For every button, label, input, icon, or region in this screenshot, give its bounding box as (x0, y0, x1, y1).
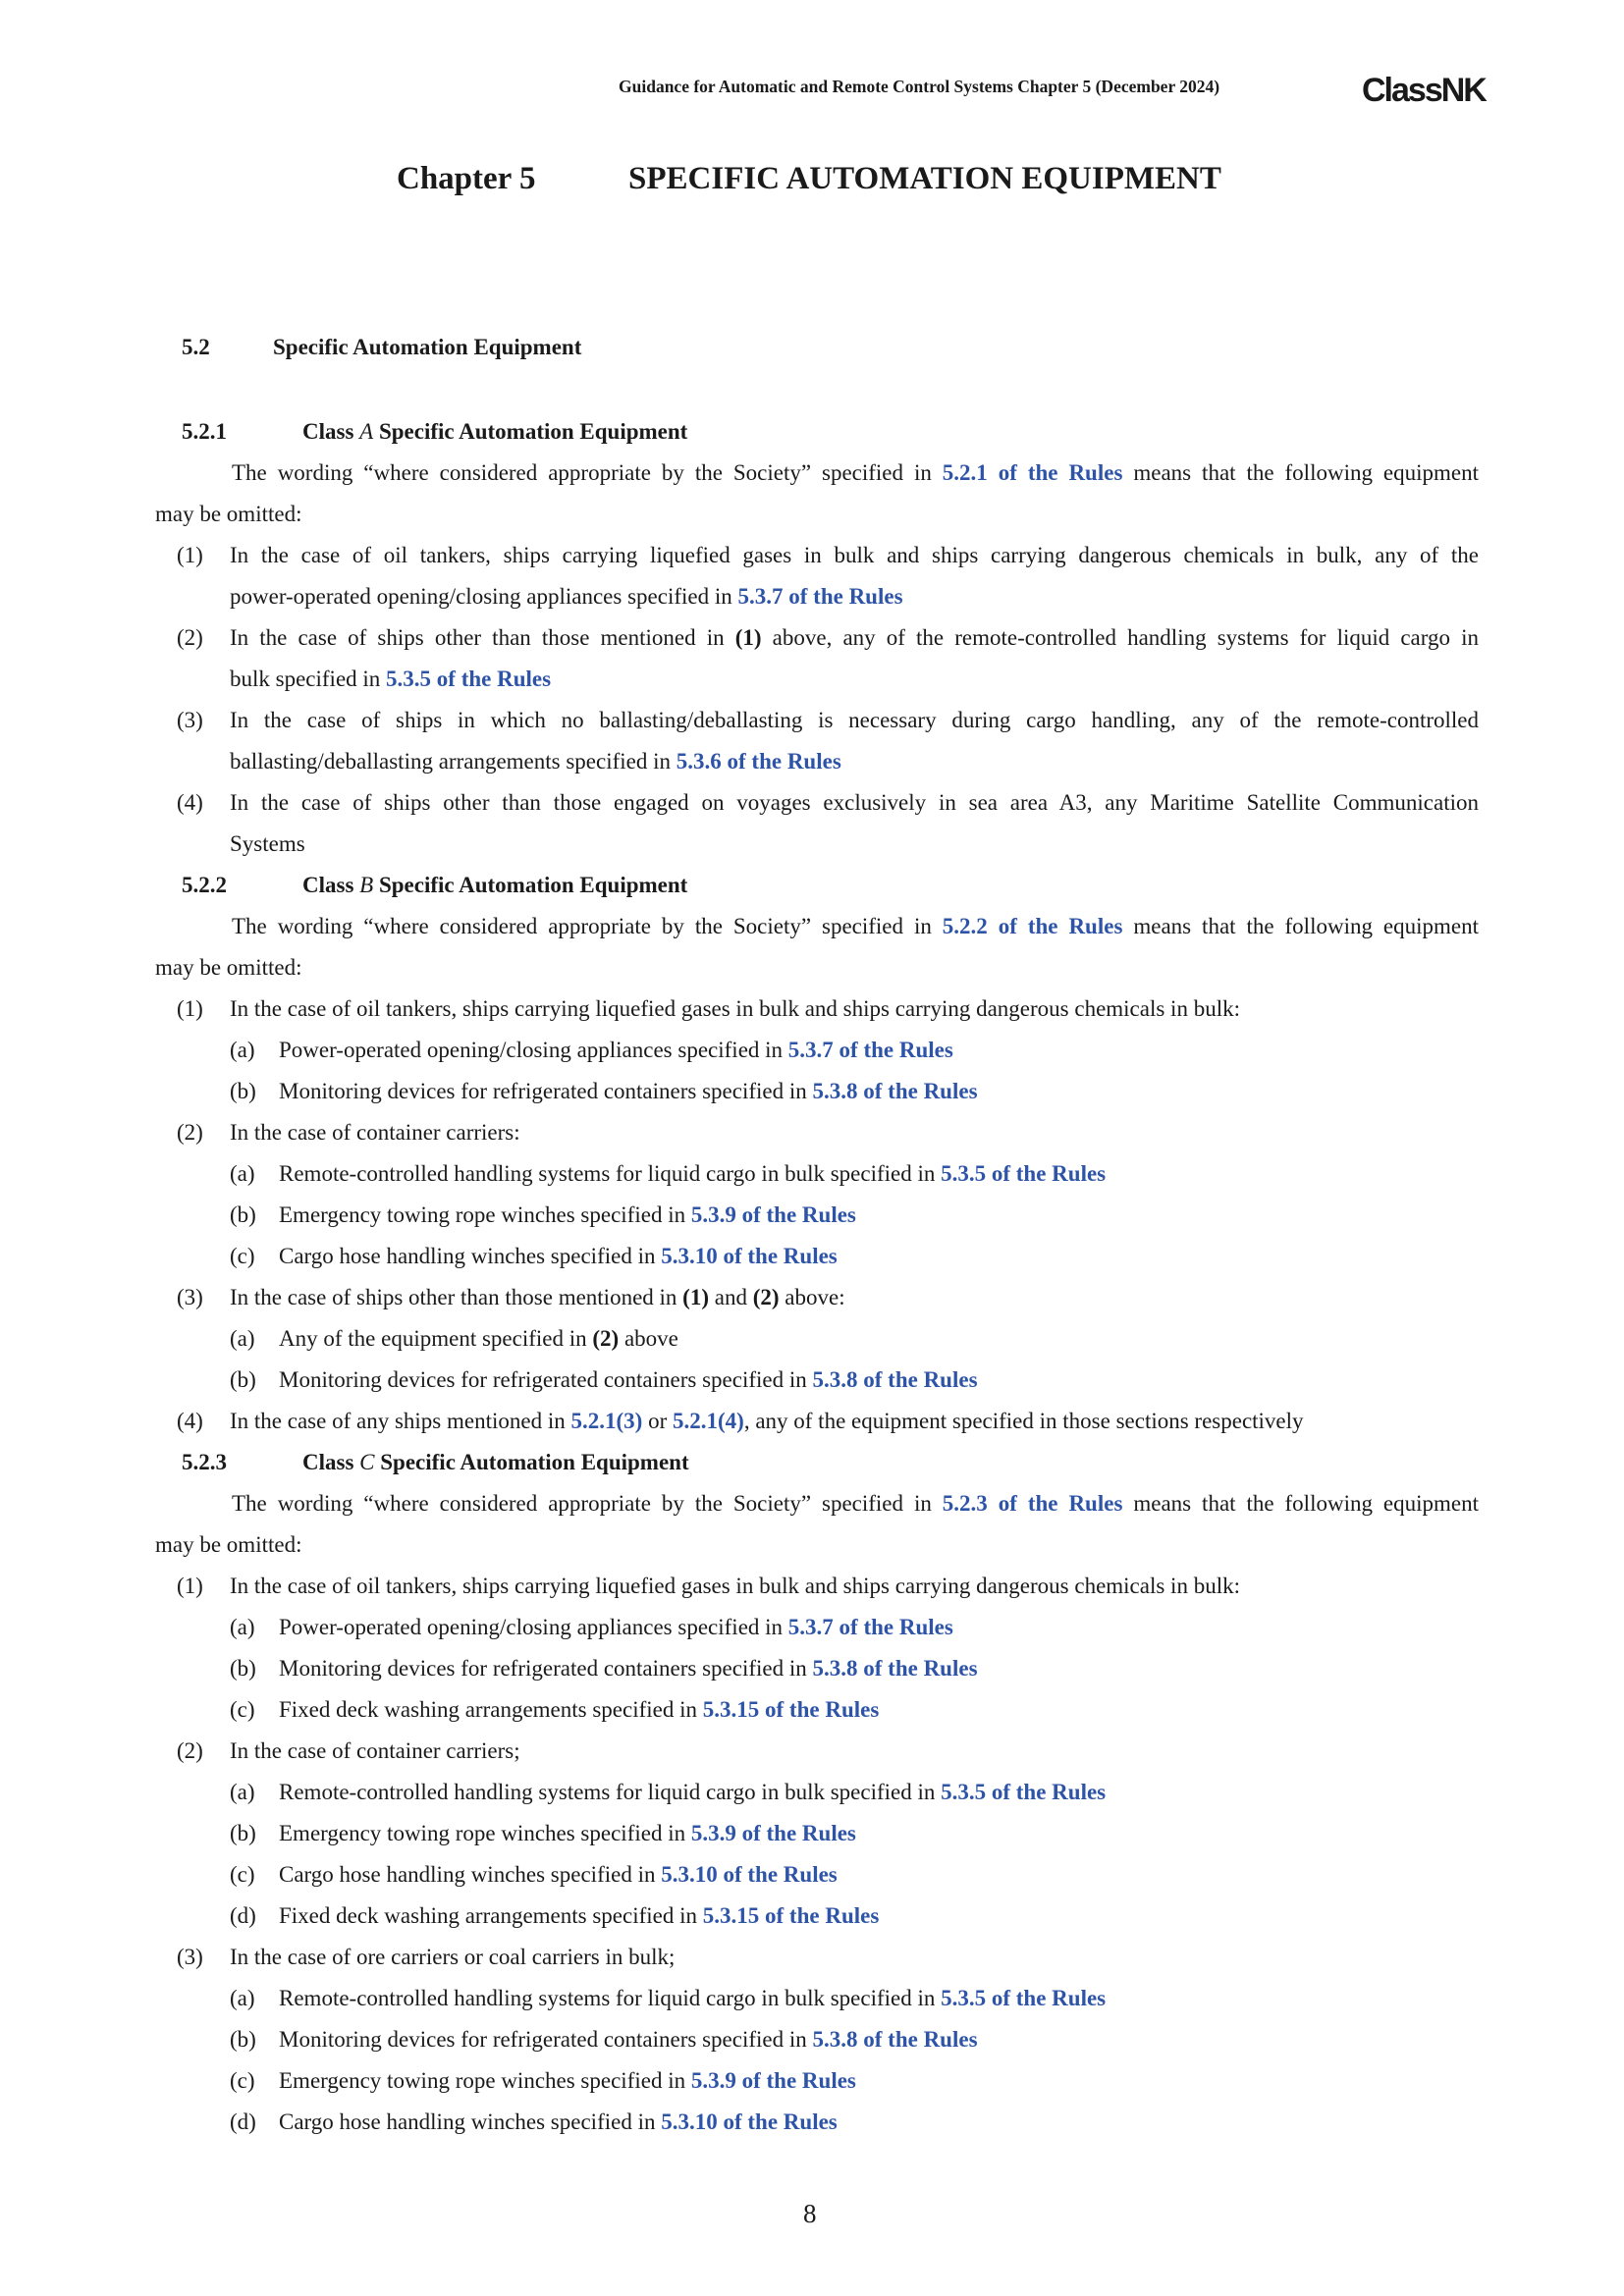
rule-reference-link[interactable]: 5.3.8 of the Rules (812, 1367, 978, 1392)
text-run: In the case of container carriers; (230, 1738, 520, 1763)
subsection-number: 5.2.2 (182, 873, 227, 897)
sub-item-marker: (b) (230, 1367, 256, 1392)
section-title: Specific Automation Equipment (273, 335, 582, 359)
line-text (155, 952, 301, 984)
item-marker: (4) (177, 1409, 203, 1433)
sub-item-marker: (d) (230, 1903, 256, 1928)
text-run: The wording “where considered appropriate by the Society” specified in (232, 914, 943, 938)
text-run: Monitoring devices for refrigerated containers specified in (279, 1367, 813, 1392)
line-text (230, 1571, 1240, 1602)
running-header: Guidance for Automatic and Remote Control Systems Chapter 5 (December 2024) (619, 77, 1220, 96)
item-marker: (4) (177, 790, 203, 815)
subsection-title (302, 1447, 689, 1478)
sub-item-marker: (a) (230, 1161, 255, 1186)
sub-item-marker: (c) (230, 1862, 255, 1887)
text-run: The wording “where considered appropriate by the Society” specified in (232, 1491, 943, 1516)
text-run: In the case of any ships mentioned in (230, 1409, 571, 1433)
line-text (279, 1694, 879, 1726)
line-text (230, 622, 1479, 654)
text-run: , any of the equipment specified in those sections respectively (743, 1409, 1304, 1433)
text-run: Cargo hose handling winches specified in (279, 2109, 662, 2134)
rule-reference-link[interactable]: 5.3.5 of the Rules (941, 1780, 1107, 1804)
sub-item-marker: (c) (230, 1244, 255, 1268)
sub-item-marker: (c) (230, 1697, 255, 1722)
rule-reference-link[interactable]: 5.3.8 of the Rules (812, 2027, 978, 2052)
section-number: 5.2 (182, 335, 210, 359)
item-marker: (1) (177, 996, 203, 1021)
text-run: In the case of ships in which no ballasting/deballasting is necessary during cargo handling, any of the remote-controlled (230, 708, 1479, 732)
rule-reference-link[interactable]: 5.3.7 of the Rules (787, 1038, 953, 1062)
text-run: above, any of the remote-controlled handling systems for liquid cargo in (761, 625, 1479, 650)
text-run: Remote-controlled handling systems for liquid cargo in bulk specified in (279, 1986, 942, 2010)
text-run: bulk specified in (230, 667, 387, 691)
line-text (279, 1900, 879, 1932)
sub-item-marker: (c) (230, 2068, 255, 2093)
line-text (279, 1035, 953, 1066)
sub-item-marker: (b) (230, 1821, 256, 1845)
subsection-number: 5.2.3 (182, 1450, 227, 1474)
sub-item-marker: (b) (230, 2027, 256, 2052)
item-marker: (3) (177, 1945, 203, 1969)
text-run: Emergency towing rope winches specified in (279, 1202, 691, 1227)
item-marker: (3) (177, 1285, 203, 1309)
line-text (279, 1653, 978, 1684)
line-text (230, 540, 1479, 571)
rule-reference-link[interactable]: 5.3.10 of the Rules (661, 2109, 838, 2134)
title-text: Class (302, 873, 360, 897)
page-number: 8 (803, 2199, 817, 2228)
line-text (279, 1323, 678, 1355)
text-run: In the case of ships other than those engaged on voyages exclusively in sea area A3, any Maritime Satellite Communication (230, 790, 1479, 815)
sub-item-marker: (d) (230, 2109, 256, 2134)
text-run: Monitoring devices for refrigerated containers specified in (279, 1656, 813, 1681)
text-run: Systems (230, 831, 305, 856)
rule-reference-link[interactable]: 5.3.15 of the Rules (702, 1903, 880, 1928)
rule-reference-link[interactable]: 5.2.1 of the Rules (942, 460, 1123, 485)
sub-item-marker: (b) (230, 1079, 256, 1103)
rule-reference-link[interactable]: 5.3.7 of the Rules (787, 1615, 953, 1639)
text-run: Any of the equipment specified in (279, 1326, 593, 1351)
item-marker: (2) (177, 625, 203, 650)
sub-item-marker: (a) (230, 1038, 255, 1062)
bold-reference: (1) (682, 1285, 709, 1309)
rule-reference-link[interactable]: 5.3.5 of the Rules (941, 1161, 1107, 1186)
line-text (279, 1364, 978, 1396)
sub-item-marker: (b) (230, 1202, 256, 1227)
subsection-title (302, 416, 687, 448)
line-text (232, 457, 1479, 489)
line-text (279, 1200, 856, 1231)
line-text (230, 705, 1479, 736)
text-run: Cargo hose handling winches specified in (279, 1244, 662, 1268)
title-text: Specific Automation Equipment (374, 1450, 689, 1474)
title-text: Specific Automation Equipment (373, 419, 688, 444)
text-run: may be omitted: (155, 955, 302, 980)
line-text (230, 1282, 845, 1313)
text-run: Cargo hose handling winches specified in (279, 1862, 662, 1887)
chapter-number: Chapter 5 (397, 161, 536, 196)
sub-item-marker: (b) (230, 1656, 256, 1681)
line-text (279, 1983, 1106, 2014)
text-run: Monitoring devices for refrigerated containers specified in (279, 1079, 813, 1103)
sub-item-marker: (a) (230, 1780, 255, 1804)
text-run: Emergency towing rope winches specified in (279, 1821, 691, 1845)
line-text (230, 787, 1479, 819)
text-run: Emergency towing rope winches specified in (279, 2068, 691, 2093)
line-text (279, 2024, 978, 2056)
text-run: may be omitted: (155, 502, 302, 526)
line-text (232, 911, 1479, 942)
text-run: or (642, 1409, 673, 1433)
line-text (230, 993, 1240, 1025)
line-text (279, 1818, 856, 1849)
text-run: power-operated opening/closing appliances specified in (230, 584, 738, 609)
text-run: Fixed deck washing arrangements specified in (279, 1697, 703, 1722)
line-text (230, 1735, 520, 1767)
text-run: In the case of oil tankers, ships carrying liquefied gases in bulk and ships carrying dangerous chemicals in bulk: (230, 996, 1240, 1021)
line-text (230, 1406, 1304, 1437)
text-run: Remote-controlled handling systems for liquid cargo in bulk specified in (279, 1780, 942, 1804)
text-run: In the case of ore carriers or coal carriers in bulk; (230, 1945, 676, 1969)
line-text (279, 1076, 978, 1107)
line-text (279, 1158, 1106, 1190)
line-text (230, 828, 305, 860)
item-marker: (3) (177, 708, 203, 732)
rule-reference-link[interactable]: 5.3.9 of the Rules (690, 1821, 856, 1845)
line-text (279, 1612, 953, 1643)
text-run: may be omitted: (155, 1532, 302, 1557)
sub-item-marker: (a) (230, 1615, 255, 1639)
text-run: Remote-controlled handling systems for liquid cargo in bulk specified in (279, 1161, 942, 1186)
text-run: Power-operated opening/closing appliances specified in (279, 1615, 788, 1639)
rule-reference-link[interactable]: 5.2.3 of the Rules (942, 1491, 1123, 1516)
bold-reference: (2) (752, 1285, 780, 1309)
title-text: Class (302, 419, 360, 444)
line-text (155, 499, 301, 530)
rule-reference-link[interactable]: 5.3.5 of the Rules (941, 1986, 1107, 2010)
text-run: Fixed deck washing arrangements specified in (279, 1903, 703, 1928)
line-text (155, 1529, 301, 1561)
rule-reference-link[interactable]: 5.3.15 of the Rules (702, 1697, 880, 1722)
text-run: Power-operated opening/closing appliances specified in (279, 1038, 788, 1062)
text-run: means that the following equipment (1122, 1491, 1479, 1516)
classnk-logo: ClassNK (1362, 72, 1486, 109)
rule-reference-link[interactable]: 5.2.1(3) (570, 1409, 643, 1433)
text-run: above (619, 1326, 678, 1351)
text-run: ballasting/deballasting arrangements specified in (230, 749, 677, 774)
rule-reference-link[interactable]: 5.3.10 of the Rules (661, 1862, 838, 1887)
text-run: In the case of oil tankers, ships carrying liquefied gases in bulk and ships carrying dangerous chemicals in bulk: (230, 1574, 1240, 1598)
text-run: and (709, 1285, 753, 1309)
sub-item-marker: (a) (230, 1986, 255, 2010)
rule-reference-link[interactable]: 5.3.8 of the Rules (812, 1079, 978, 1103)
line-text (279, 1777, 1106, 1808)
item-marker: (1) (177, 543, 203, 567)
text-run: The wording “where considered appropriate by the Society” specified in (232, 460, 943, 485)
line-text (232, 1488, 1479, 1520)
text-run: In the case of ships other than those mentioned in (230, 625, 735, 650)
rule-reference-link[interactable]: 5.3.10 of the Rules (661, 1244, 838, 1268)
bold-reference: (1) (734, 625, 762, 650)
rule-reference-link[interactable]: 5.2.2 of the Rules (942, 914, 1123, 938)
text-run: above: (779, 1285, 845, 1309)
subsection-title (302, 870, 687, 901)
line-text (230, 664, 551, 695)
line-text (230, 1117, 520, 1148)
class-letter: C (359, 1450, 375, 1474)
line-text (230, 746, 841, 777)
rule-reference-link[interactable]: 5.3.7 of the Rules (737, 584, 903, 609)
line-text (279, 2107, 838, 2138)
line-text (230, 581, 903, 613)
sub-item-marker: (a) (230, 1326, 255, 1351)
item-marker: (1) (177, 1574, 203, 1598)
line-text (279, 1859, 838, 1891)
text-run: In the case of oil tankers, ships carrying liquefied gases in bulk and ships carrying dangerous chemicals in bulk, any of the (230, 543, 1479, 567)
text-run: Monitoring devices for refrigerated containers specified in (279, 2027, 813, 2052)
title-text: Specific Automation Equipment (373, 873, 688, 897)
subsection-number: 5.2.1 (182, 419, 227, 444)
text-run: In the case of container carriers: (230, 1120, 520, 1145)
title-text: Class (302, 1450, 360, 1474)
item-marker: (2) (177, 1120, 203, 1145)
line-text (279, 1241, 838, 1272)
chapter-title: SPECIFIC AUTOMATION EQUIPMENT (628, 161, 1221, 196)
text-run: means that the following equipment (1122, 460, 1479, 485)
rule-reference-link[interactable]: 5.3.5 of the Rules (386, 667, 552, 691)
item-marker: (2) (177, 1738, 203, 1763)
rule-reference-link[interactable]: 5.3.6 of the Rules (676, 749, 841, 774)
rule-reference-link[interactable]: 5.3.9 of the Rules (690, 2068, 856, 2093)
class-letter: A (359, 419, 374, 444)
rule-reference-link[interactable]: 5.3.9 of the Rules (690, 1202, 856, 1227)
rule-reference-link[interactable]: 5.3.8 of the Rules (812, 1656, 978, 1681)
class-letter: B (359, 873, 374, 897)
line-text (279, 2065, 856, 2097)
text-run: means that the following equipment (1122, 914, 1479, 938)
rule-reference-link[interactable]: 5.2.1(4) (672, 1409, 744, 1433)
line-text (230, 1942, 675, 1973)
bold-reference: (2) (592, 1326, 620, 1351)
text-run: In the case of ships other than those mentioned in (230, 1285, 683, 1309)
